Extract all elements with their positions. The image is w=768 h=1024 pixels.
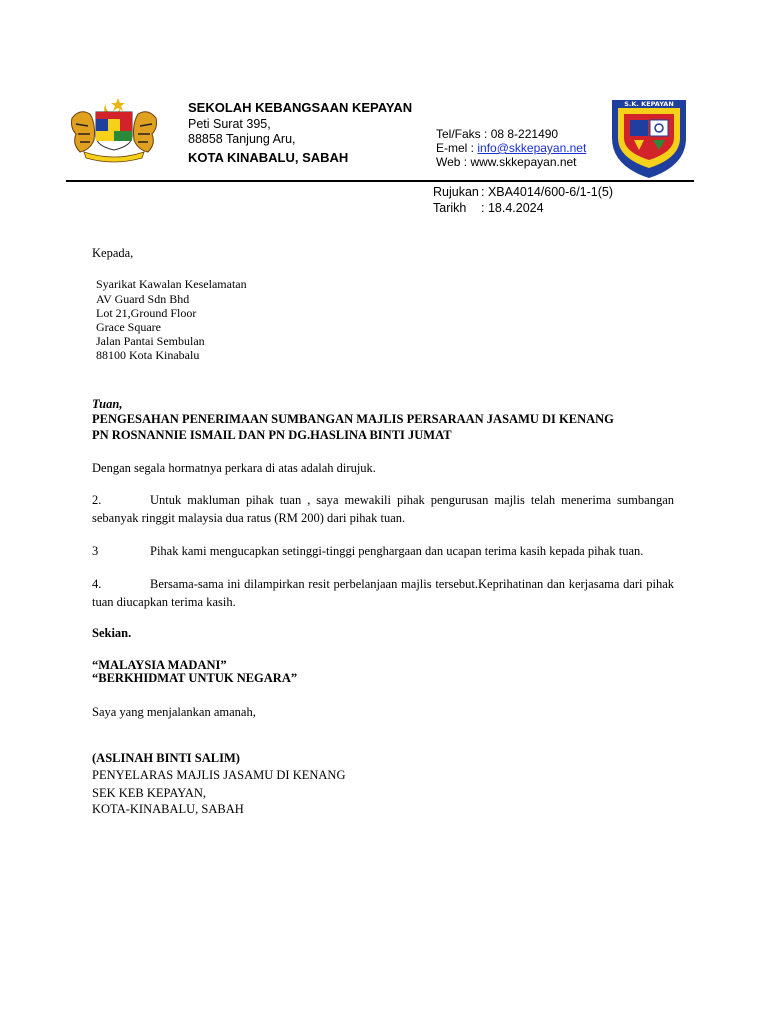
tel-fax xyxy=(436,127,558,141)
recipient-line: Grace Square xyxy=(96,320,161,334)
paragraph-2 xyxy=(92,491,674,527)
signatory-title: PENYELARAS MAJLIS JASAMU DI KENANG xyxy=(92,768,346,782)
school-city: KOTA KINABALU, SABAH xyxy=(188,150,349,165)
recipient-line: Jalan Pantai Sembulan xyxy=(96,334,205,348)
recipient-line: AV Guard Sdn Bhd xyxy=(96,292,190,306)
signatory-name: (ASLINAH BINTI SALIM) xyxy=(92,751,240,765)
greeting: Tuan, xyxy=(92,397,123,411)
address-line: Peti Surat 395, xyxy=(188,117,271,131)
school-name: SEKOLAH KEBANGSAAN KEPAYAN xyxy=(188,100,413,115)
signatory-org: SEK KEB KEPAYAN, xyxy=(92,786,207,800)
sk-kepayan-logo-icon xyxy=(608,94,690,180)
date-label: Tarikh xyxy=(433,201,467,215)
paragraph-number: 3 xyxy=(92,544,99,558)
recipient-line: Lot 21,Ground Floor xyxy=(96,306,197,320)
reference-value: : XBA4014/600-6/1-1(5) xyxy=(481,185,614,199)
paragraph-number: 2. xyxy=(92,493,102,507)
malaysia-coat-of-arms-icon xyxy=(66,94,162,164)
recipient-line: Syarikat Kawalan Keselamatan xyxy=(96,277,247,291)
paragraph-number: 4. xyxy=(92,577,102,591)
tel-value: : 08 8-221490 xyxy=(484,127,559,141)
email-label: E-mel : xyxy=(436,141,475,155)
subject-line: PN ROSNANNIE ISMAIL DAN PN DG.HASLINA BINTI JUMAT xyxy=(92,428,452,442)
trust-line: Saya yang menjalankan amanah, xyxy=(92,705,256,719)
paragraph-text: Untuk makluman pihak tuan , saya mewakili pihak pengurusan majlis telah menerima sumbangan sebanyak ringgit malaysia dua ratus (RM 200) dari pihak tuan. xyxy=(92,493,674,525)
recipient-line: 88100 Kota Kinabalu xyxy=(96,348,200,362)
website: Web : www.skkepayan.net xyxy=(436,155,577,169)
paragraph-4 xyxy=(92,575,674,611)
intro-paragraph: Dengan segala hormatnya perkara di atas adalah dirujuk. xyxy=(92,461,376,475)
salutation: Kepada, xyxy=(92,246,134,260)
logo-text: S.K. KEPAYAN xyxy=(624,100,674,108)
paragraph-text: Bersama-sama ini dilampirkan resit perbelanjaan majlis tersebut.Keprihatinan dan kerjasama dari pihak tuan diucapkan terima kasih. xyxy=(92,577,674,609)
header-divider xyxy=(66,180,694,182)
paragraph-text: Pihak kami mengucapkan setinggi-tinggi penghargaan dan ucapan terima kasih kepada pihak tuan. xyxy=(150,544,644,558)
reference-number xyxy=(433,185,613,199)
closing: Sekian. xyxy=(92,626,132,640)
tel-label: Tel/Faks xyxy=(436,127,481,141)
reference-label: Rujukan xyxy=(433,185,479,199)
slogan: “MALAYSIA MADANI” xyxy=(92,658,227,672)
email xyxy=(436,141,586,155)
paragraph-3 xyxy=(92,542,674,560)
email-link[interactable]: info@skkepayan.net xyxy=(477,141,587,155)
reference-date xyxy=(433,201,544,215)
date-value: : 18.4.2024 xyxy=(481,201,544,215)
slogan: “BERKHIDMAT UNTUK NEGARA” xyxy=(92,671,298,685)
signatory-location: KOTA-KINABALU, SABAH xyxy=(92,802,244,816)
subject-line: PENGESAHAN PENERIMAAN SUMBANGAN MAJLIS PERSARAAN JASAMU DI KENANG xyxy=(92,412,614,426)
address-line: 88858 Tanjung Aru, xyxy=(188,132,296,146)
